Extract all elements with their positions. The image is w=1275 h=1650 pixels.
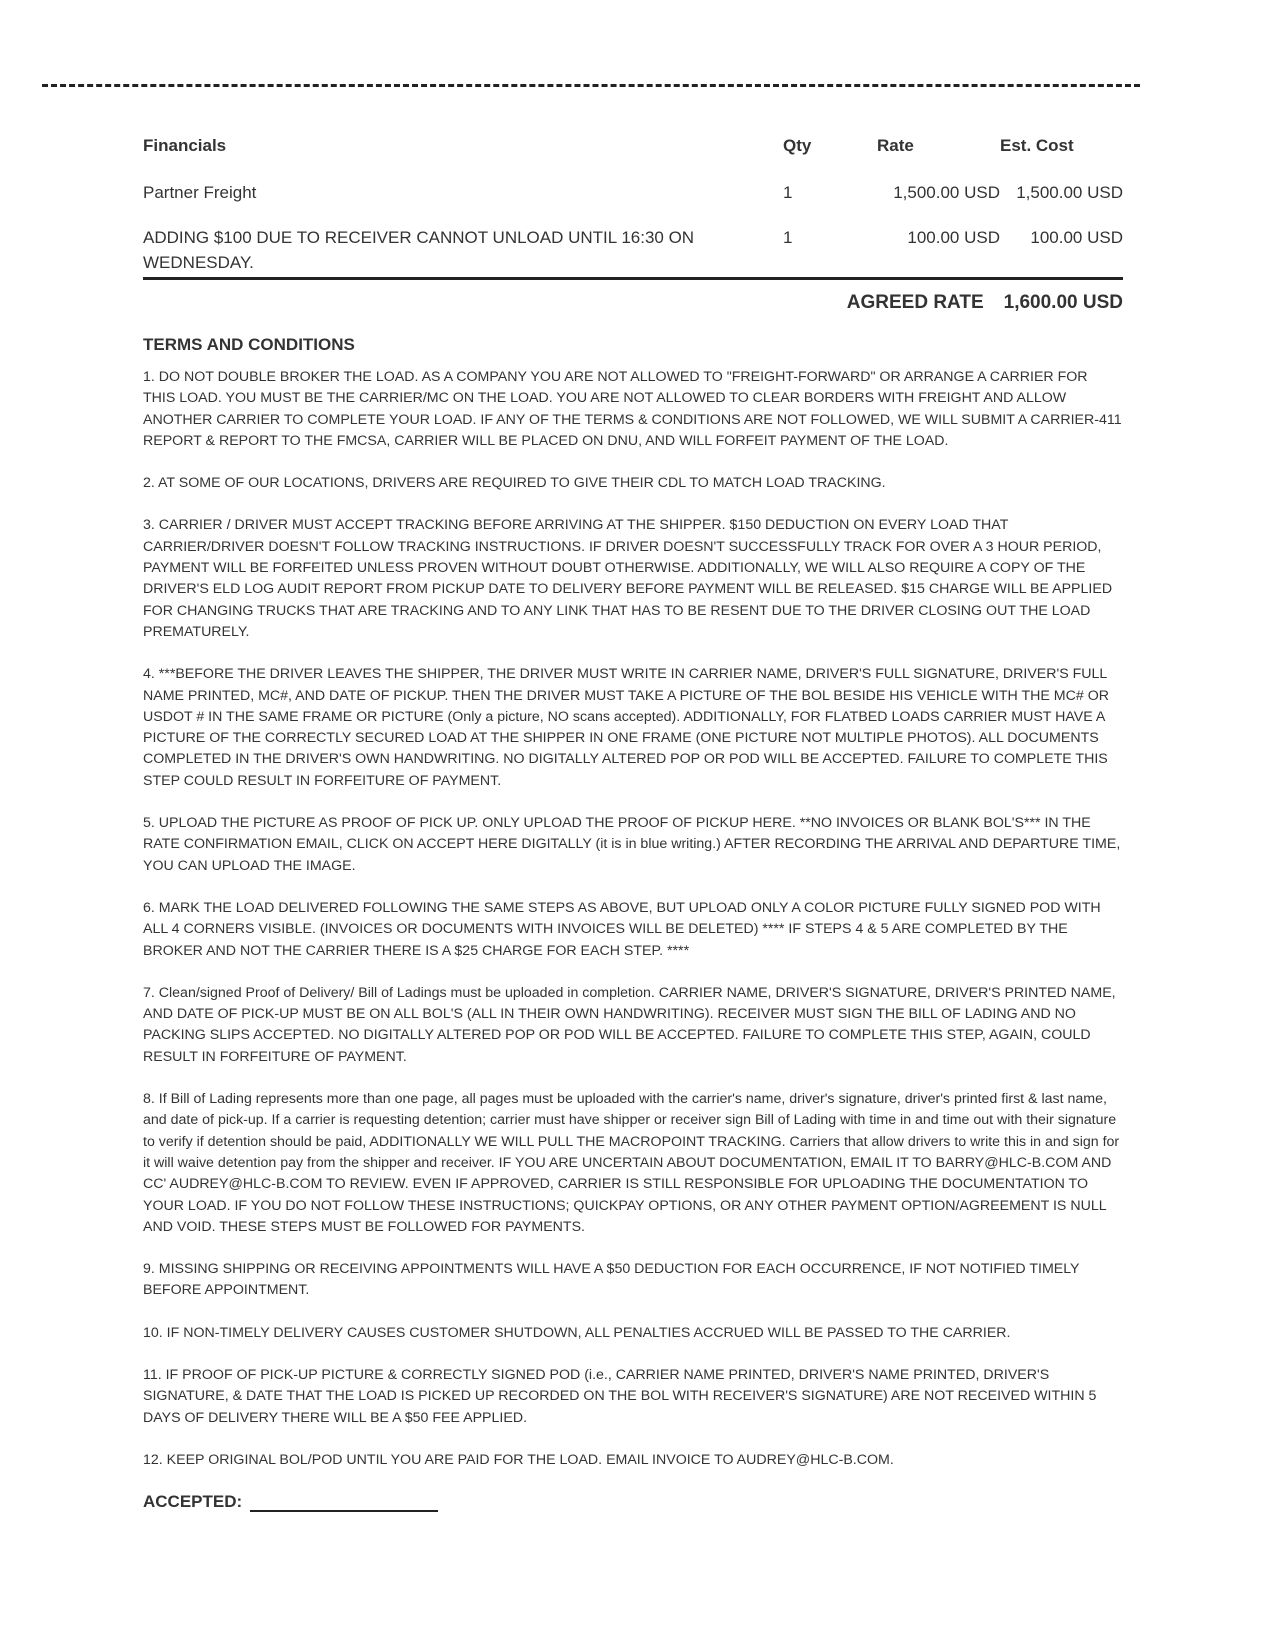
financials-header-row: [143, 136, 1123, 180]
term-item: 4. ***BEFORE THE DRIVER LEAVES THE SHIPPER, THE DRIVER MUST WRITE IN CARRIER NAME, DRIVER'S FULL SIGNATURE, DRIVER'S FULL NAME PRINTED, MC#, AND DATE OF PICKUP. THEN THE DRIVER MUST TAKE A PICTURE OF THE BOL BESIDE HIS VEHICLE WITH THE MC# OR USDOT # IN THE SAME FRAME OR PICTURE (Only a picture, NO scans accepted). ADDITIONALLY, FOR FLATBED LOADS CARRIER MUST HAVE A PICTURE OF THE CORRECTLY SECURED LOAD AT THE SHIPPER IN ONE FRAME (ONE PICTURE NOT MULTIPLE PHOTOS). ALL DOCUMENTS COMPLETED IN THE DRIVER'S OWN HANDWRITING. NO DIGITALLY ALTERED POP OR POD WILL BE ACCEPTED. FAILURE TO COMPLETE THIS STEP COULD RESULT IN FORFEITURE OF PAYMENT.: [143, 666, 1109, 789]
line-item-qty: 1: [783, 228, 793, 247]
document-body: [143, 136, 1123, 1512]
qty-header: Qty: [783, 136, 812, 155]
financials-header: Financials: [143, 136, 227, 155]
line-item-cost: 1,500.00 USD: [1016, 183, 1123, 202]
agreed-rate-value: 1,600.00 USD: [1003, 292, 1123, 313]
term-item: 11. IF PROOF OF PICK-UP PICTURE & CORRECTLY SIGNED POD (i.e., CARRIER NAME PRINTED, DRIVER'S NAME PRINTED, DRIVER'S SIGNATURE, & DATE THAT THE LOAD IS PICKED UP RECORDED ON THE BOL WITH RECEIVER'S SIGNATURE) ARE NOT RECEIVED WITHIN 5 DAYS OF DELIVERY THERE WILL BE A $50 FEE APPLIED.: [143, 1366, 1097, 1426]
accepted-label: ACCEPTED:: [143, 1492, 243, 1512]
financials-table: [143, 136, 1123, 275]
line-item-rate: 100.00 USD: [907, 228, 1000, 247]
term-item: 12. KEEP ORIGINAL BOL/POD UNTIL YOU ARE PAID FOR THE LOAD. EMAIL INVOICE TO AUDREY@HLC-B.COM.: [143, 1451, 894, 1468]
term-item: 8. If Bill of Lading represents more than one page, all pages must be uploaded with the carrier's name, driver's signature, driver's printed first & last name, and date of pick-up. If a carrier is requesting detention; carrier must have shipper or receiver sign Bill of Lading with time in and time out with their signature to verify if detention should be paid, ADDITIONALLY WE WILL PULL THE MACROPOINT TRACKING. Carriers that allow drivers to write this in and sign for it will waive detention pay from the shipper and receiver. IF YOU ARE UNCERTAIN ABOUT DOCUMENTATION, EMAIL IT TO BARRY@HLC-B.COM AND CC' AUDREY@HLC-B.COM TO REVIEW. EVEN IF APPROVED, CARRIER IS STILL RESPONSIBLE FOR UPLOADING THE DOCUMENTATION TO YOUR LOAD. IF YOU DO NOT FOLLOW THESE INSTRUCTIONS; QUICKPAY OPTIONS, OR ANY OTHER PAYMENT OPTION/AGREEMENT IS NULL AND VOID. THESE STEPS MUST BE FOLLOWED FOR PAYMENTS.: [143, 1091, 1120, 1235]
terms-title: TERMS AND CONDITIONS: [143, 335, 355, 354]
term-item: 2. AT SOME OF OUR LOCATIONS, DRIVERS ARE REQUIRED TO GIVE THEIR CDL TO MATCH LOAD TRACKING.: [143, 475, 886, 492]
total-divider: [143, 277, 1123, 280]
line-item-rate: 1,500.00 USD: [893, 183, 1000, 202]
term-item: 3. CARRIER / DRIVER MUST ACCEPT TRACKING BEFORE ARRIVING AT THE SHIPPER. $150 DEDUCTION ON EVERY LOAD THAT CARRIER/DRIVER DOESN'T FOLLOW TRACKING INSTRUCTIONS. IF DRIVER DOESN'T SUCCESSFULLY TRACK FOR OVER A 3 HOUR PERIOD, PAYMENT WILL BE FORFEITED UNLESS PROVEN WITHOUT DOUBT OTHERWISE. ADDITIONALLY, WE WILL ALSO REQUIRE A COPY OF THE DRIVER'S ELD LOG AUDIT REPORT FROM PICKUP DATE TO DELIVERY BEFORE PAYMENT WILL BE RELEASED. $15 CHARGE WILL BE APPLIED FOR CHANGING TRUCKS THAT ARE TRACKING AND TO ANY LINK THAT HAS TO BE RESENT DUE TO THE DRIVER CLOSING OUT THE LOAD PREMATURELY.: [143, 517, 1113, 640]
term-item: 5. UPLOAD THE PICTURE AS PROOF OF PICK UP. ONLY UPLOAD THE PROOF OF PICKUP HERE. **NO INVOICES OR BLANK BOL'S*** IN THE RATE CONFIRMATION EMAIL, CLICK ON ACCEPT HERE DIGITALLY (it is in blue writing.) AFTER RECORDING THE ARRIVAL AND DEPARTURE TIME, YOU CAN UPLOAD THE IMAGE.: [143, 815, 1121, 874]
dashed-divider: [42, 84, 1140, 87]
line-item-qty: 1: [783, 183, 793, 202]
table-row: [143, 180, 1123, 225]
term-item: 1. DO NOT DOUBLE BROKER THE LOAD. AS A COMPANY YOU ARE NOT ALLOWED TO "FREIGHT-FORWARD" OR ARRANGE A CARRIER FOR THIS LOAD. YOU MUST BE THE CARRIER/MC ON THE LOAD. YOU ARE NOT ALLOWED TO CLEAR BORDERS WITH FREIGHT AND ALLOW ANOTHER CARRIER TO COMPLETE YOUR LOAD. IF ANY OF THE TERMS & CONDITIONS ARE NOT FOLLOWED, WE WILL SUBMIT A CARRIER-411 REPORT & REPORT TO THE FMCSA, CARRIER WILL BE PLACED ON DNU, AND WILL FORFEIT PAYMENT OF THE LOAD.: [143, 369, 1122, 449]
agreed-rate-row: [143, 292, 1123, 322]
line-item-cost: 100.00 USD: [1030, 228, 1123, 247]
term-item: 6. MARK THE LOAD DELIVERED FOLLOWING THE SAME STEPS AS ABOVE, BUT UPLOAD ONLY A COLOR PICTURE FULLY SIGNED POD WITH ALL 4 CORNERS VISIBLE. (INVOICES OR DOCUMENTS WITH INVOICES WILL BE DELETED) **** IF STEPS 4 & 5 ARE COMPLETED BY THE BROKER AND NOT THE CARRIER THERE IS A $25 CHARGE FOR EACH STEP. ****: [143, 899, 1101, 959]
accepted-row: [143, 1492, 1123, 1512]
term-item: 7. Clean/signed Proof of Delivery/ Bill of Ladings must be uploaded in completion. CARRIER NAME, DRIVER'S SIGNATURE, DRIVER'S PRINTED NAME, AND DATE OF PICK-UP MUST BE ON ALL BOL'S (ALL IN THEIR OWN HANDWRITING). RECEIVER MUST SIGN THE BILL OF LADING AND NO PACKING SLIPS ACCEPTED. NO DIGITALLY ALTERED POP OR POD WILL BE ACCEPTED. FAILURE TO COMPLETE THIS STEP, AGAIN, COULD RESULT IN FORFEITURE OF PAYMENT.: [143, 984, 1116, 1065]
est-cost-header: Est. Cost: [1000, 136, 1074, 155]
term-item: 9. MISSING SHIPPING OR RECEIVING APPOINTMENTS WILL HAVE A $50 DEDUCTION FOR EACH OCCURRENCE, IF NOT NOTIFIED TIMELY BEFORE APPOINTMENT.: [143, 1261, 1080, 1299]
line-item-description: ADDING $100 DUE TO RECEIVER CANNOT UNLOAD UNTIL 16:30 ON WEDNESDAY.: [143, 228, 695, 272]
agreed-rate-label: AGREED RATE: [846, 292, 984, 313]
terms-list: [143, 367, 1123, 1471]
term-item: 10. IF NON-TIMELY DELIVERY CAUSES CUSTOMER SHUTDOWN, ALL PENALTIES ACCRUED WILL BE PASSED TO THE CARRIER.: [143, 1324, 1011, 1341]
signature-line[interactable]: [250, 1492, 438, 1512]
line-item-description: Partner Freight: [143, 183, 257, 202]
table-row: [143, 225, 1123, 275]
rate-header: Rate: [877, 136, 914, 155]
